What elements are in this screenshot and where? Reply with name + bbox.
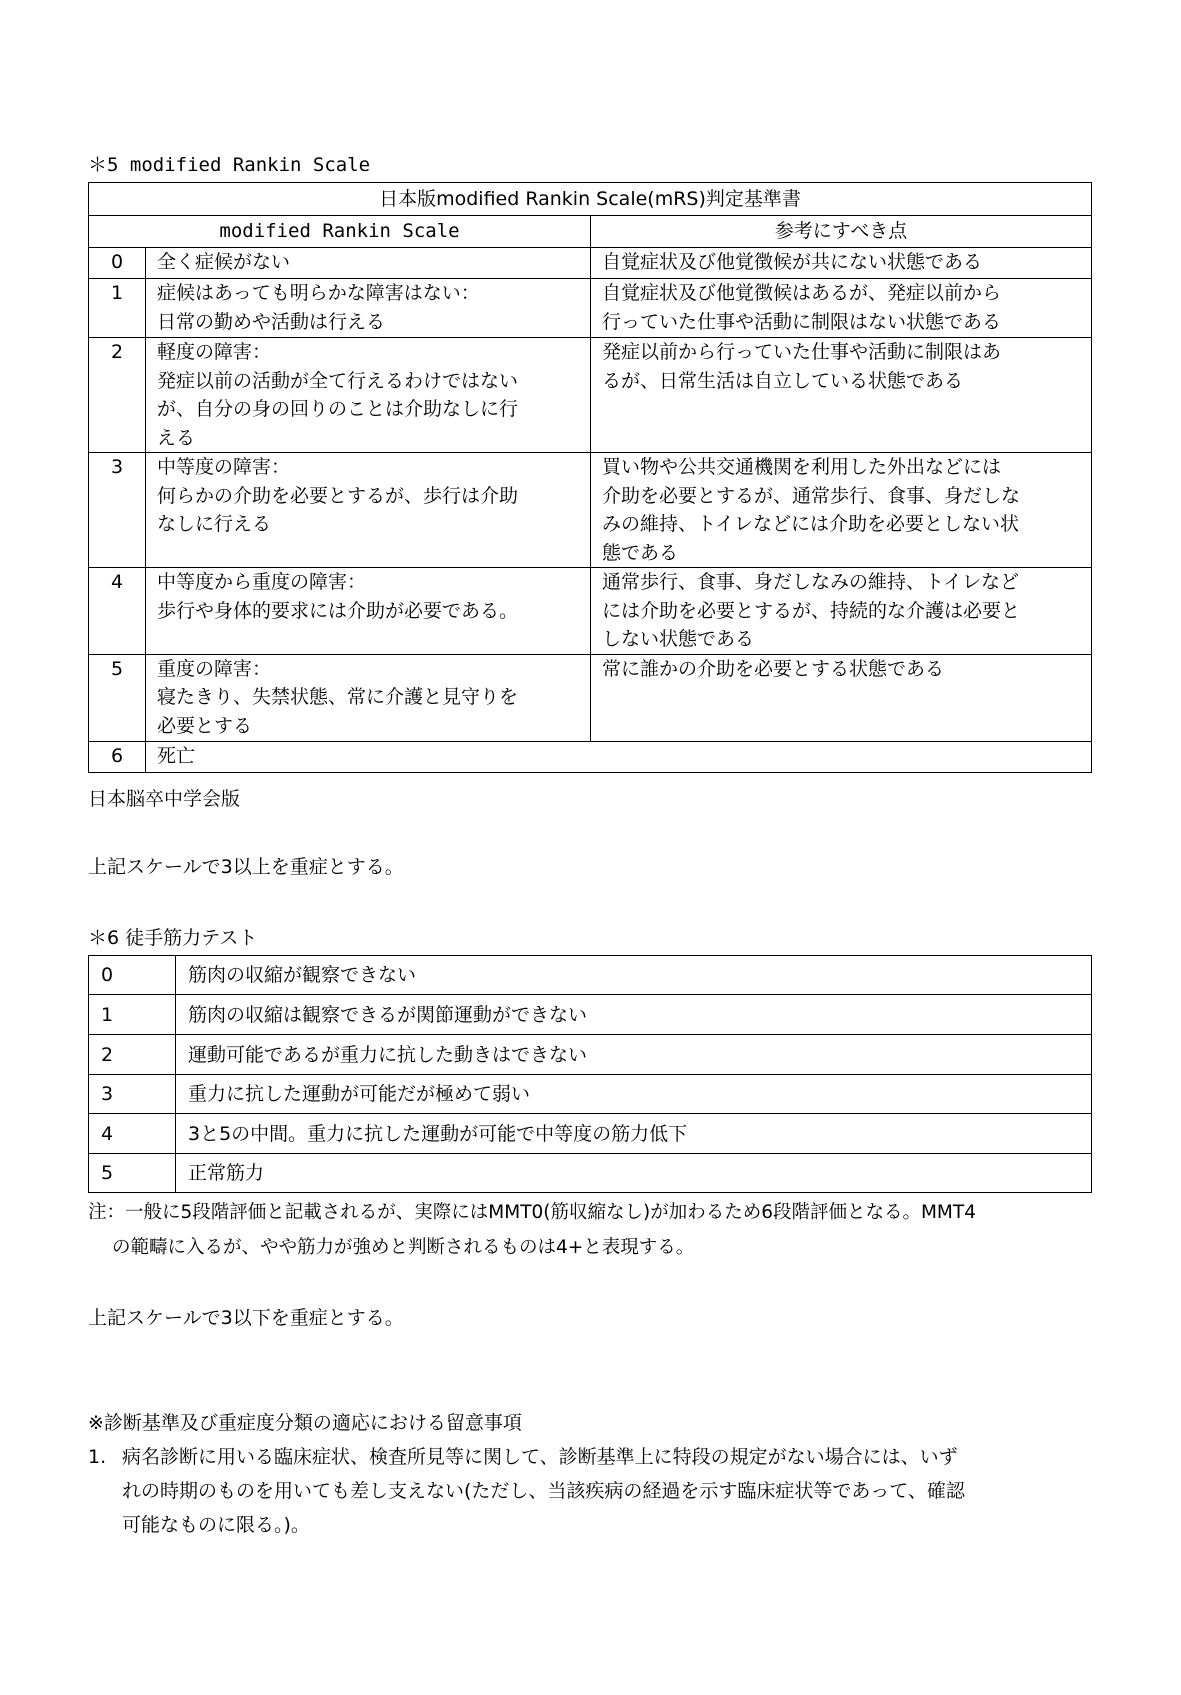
table-row bbox=[89, 568, 1092, 655]
reference-cell bbox=[591, 338, 1092, 453]
grade-cell: 5 bbox=[89, 1154, 176, 1193]
reference-cell bbox=[591, 453, 1092, 568]
scale-cell bbox=[146, 568, 591, 655]
reference-cell bbox=[591, 248, 1092, 279]
scale-line: 軽度の障害： bbox=[157, 341, 272, 363]
table-row bbox=[89, 995, 1092, 1035]
reference-cell bbox=[591, 568, 1092, 655]
table-row bbox=[89, 741, 1092, 772]
reference-line: みの維持、トイレなどには介助を必要としない状 bbox=[602, 513, 1020, 535]
remarks-item1-line2: れの時期のものを用いても差し支えない(ただし、当該疾病の経過を示す臨床症状等であって、確認 bbox=[122, 1480, 965, 1502]
table-row bbox=[89, 1114, 1092, 1154]
desc-cell: 筋肉の収縮は観察できるが関節運動ができない bbox=[176, 995, 1092, 1035]
scale-line: 歩行や身体的要求には介助が必要である。 bbox=[157, 599, 519, 622]
reference-line: 行っていた仕事や活動に制限はない状態である bbox=[602, 310, 1002, 333]
section5-heading: ＊5 modified Rankin Scale bbox=[88, 154, 371, 176]
desc-cell: 正常筋力 bbox=[176, 1154, 1092, 1193]
mmt-note-line2: の範疇に入るが、やや筋力が強めと判断されるものは4+と表現する。 bbox=[112, 1237, 695, 1258]
scale-line: 症候はあっても明らかな障害はない： bbox=[157, 282, 480, 304]
mmt-table bbox=[88, 955, 1092, 1193]
desc-cell: 運動可能であるが重力に抗した動きはできない bbox=[176, 1035, 1092, 1075]
table-row bbox=[89, 956, 1092, 995]
reference-line: 態である bbox=[602, 541, 679, 564]
scale-line: なしに行える bbox=[157, 513, 272, 535]
reference-line: 常に誰かの介助を必要とする状態である bbox=[602, 657, 945, 680]
remarks-item1-line3: 可能なものに限る。)。 bbox=[122, 1514, 310, 1536]
section6-heading: ＊6 徒手筋力テスト bbox=[88, 927, 258, 949]
reference-line: 介助を必要とするが、通常歩行、食事、身だしな bbox=[602, 484, 1021, 507]
reference-cell bbox=[591, 279, 1092, 338]
scale-line: 重度の障害： bbox=[157, 657, 272, 680]
scale-cell bbox=[146, 248, 591, 279]
desc-cell: 筋肉の収縮が観察できない bbox=[176, 956, 1092, 995]
mrs-header-row bbox=[89, 216, 1092, 248]
reference-cell bbox=[591, 654, 1092, 741]
scale-line: える bbox=[157, 426, 196, 449]
table-row bbox=[89, 279, 1092, 338]
scale-line: 中等度から重度の障害： bbox=[157, 571, 367, 593]
desc-cell: 重力に抗した運動が可能だが極めて弱い bbox=[176, 1075, 1092, 1114]
scale-line: 発症以前の活動が全て行えるわけではない bbox=[157, 369, 519, 392]
scale-line: 必要とする bbox=[157, 714, 253, 737]
reference-line: るが、日常生活は自立している状態である bbox=[602, 369, 964, 392]
grade-cell: 2 bbox=[89, 338, 146, 453]
table-row bbox=[89, 654, 1092, 741]
scale-line: 日常の勤めや活動は行える bbox=[157, 310, 386, 333]
scale-line: 中等度の障害： bbox=[157, 456, 291, 478]
desc-cell: 3と5の中間。重力に抗した運動が可能で中等度の筋力低下 bbox=[176, 1114, 1092, 1154]
scale-cell bbox=[146, 654, 591, 741]
col-header-scale: modified Rankin Scale bbox=[89, 216, 591, 248]
scale-cell bbox=[146, 453, 591, 568]
mrs-title-row bbox=[89, 183, 1092, 216]
table-row bbox=[89, 1154, 1092, 1193]
remarks-item1-line1: 病名診断に用いる臨床症状、検査所見等に関して、診断基準上に特段の規定がない場合には、いず bbox=[122, 1446, 958, 1468]
remarks-heading: ※診断基準及び重症度分類の適応における留意事項 bbox=[88, 1412, 522, 1434]
mrs-source: 日本脳卒中学会版 bbox=[88, 788, 241, 810]
grade-cell: 4 bbox=[89, 1114, 176, 1154]
mrs-table bbox=[88, 182, 1092, 773]
grade-cell: 0 bbox=[89, 956, 176, 995]
grade-cell: 6 bbox=[89, 741, 146, 772]
mrs-severity-note: 上記スケールで3以上を重症とする。 bbox=[88, 856, 404, 878]
table-row bbox=[89, 1035, 1092, 1075]
reference-line: 買い物や公共交通機関を利用した外出などには bbox=[602, 456, 1002, 478]
table-row bbox=[89, 453, 1092, 568]
reference-line: しない状態である bbox=[602, 628, 755, 650]
grade-cell: 1 bbox=[89, 995, 176, 1035]
mmt-note-line1: 注：一般に5段階評価と記載されるが、実際にはMMT0(筋収縮なし)が加わるため6段階評価となる。MMT4 bbox=[88, 1202, 976, 1223]
table-row bbox=[89, 248, 1092, 279]
mmt-severity-note: 上記スケールで3以下を重症とする。 bbox=[88, 1307, 404, 1329]
scale-line: が、自分の身の回りのことは介助なしに行 bbox=[157, 398, 519, 420]
grade-cell: 2 bbox=[89, 1035, 176, 1075]
grade-cell: 3 bbox=[89, 1075, 176, 1114]
reference-line: には介助を必要とするが、持続的な介護は必要と bbox=[602, 599, 1021, 622]
grade-cell: 3 bbox=[89, 453, 146, 568]
grade-cell: 4 bbox=[89, 568, 146, 655]
remarks-item1-number: 1. bbox=[88, 1446, 107, 1468]
reference-line: 自覚症状及び他覚徴候はあるが、発症以前から bbox=[602, 282, 1002, 304]
grade-cell: 0 bbox=[89, 248, 146, 279]
reference-line: 発症以前から行っていた仕事や活動に制限はあ bbox=[602, 341, 1002, 363]
scale-line: 何らかの介助を必要とするが、歩行は介助 bbox=[157, 484, 519, 507]
scale-line: 全く症候がない bbox=[157, 251, 291, 273]
grade-cell: 1 bbox=[89, 279, 146, 338]
scale-cell bbox=[146, 279, 591, 338]
reference-line: 自覚症状及び他覚徴候が共にない状態である bbox=[602, 251, 983, 273]
col-header-reference: 参考にすべき点 bbox=[591, 216, 1092, 248]
reference-line: 通常歩行、食事、身だしなみの維持、トイレなど bbox=[602, 571, 1020, 593]
scale-line: 寝たきり、失禁状態、常に介護と見守りを bbox=[157, 686, 519, 708]
table-row bbox=[89, 338, 1092, 453]
scale-line: 死亡 bbox=[157, 744, 196, 767]
mrs-table-title: 日本版modified Rankin Scale(mRS)判定基準書 bbox=[89, 183, 1092, 216]
table-row bbox=[89, 1075, 1092, 1114]
grade-cell: 5 bbox=[89, 654, 146, 741]
scale-cell bbox=[146, 338, 591, 453]
scale-cell bbox=[146, 741, 1092, 772]
